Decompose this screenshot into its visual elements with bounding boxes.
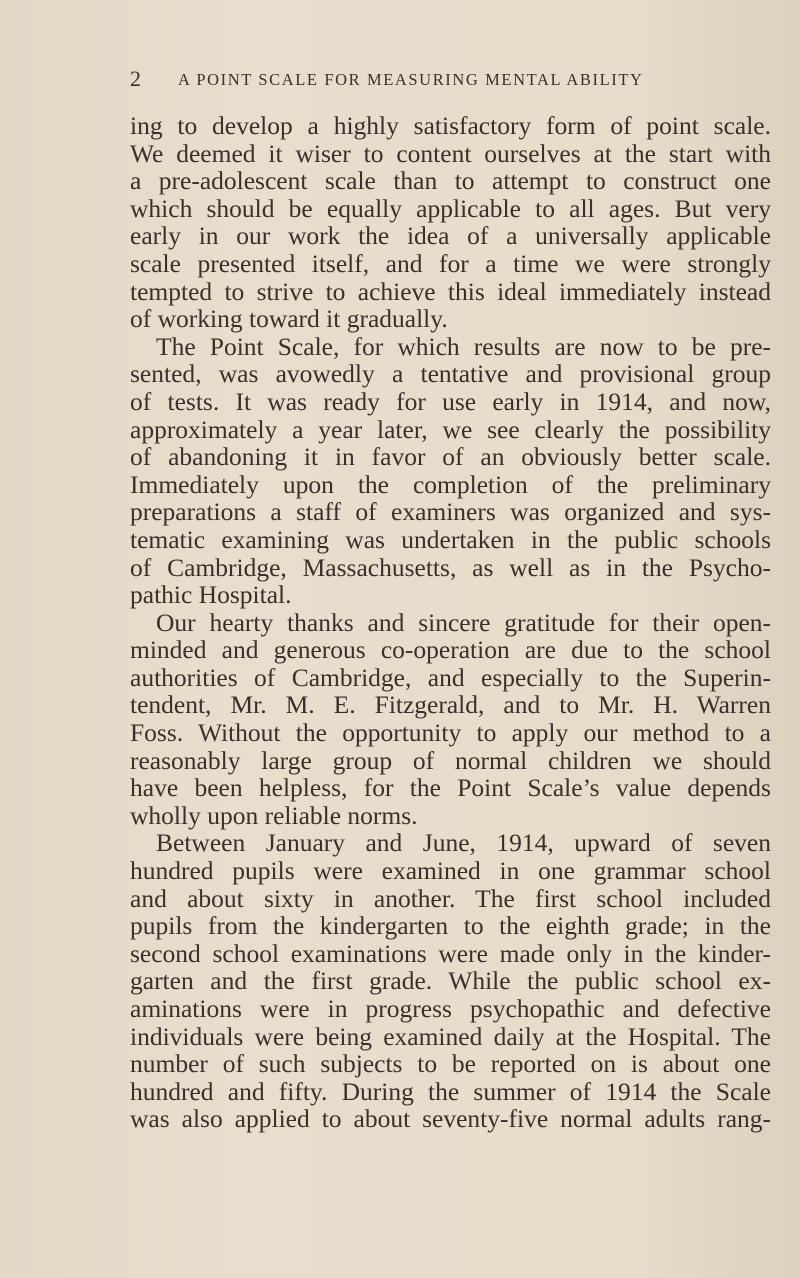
running-title: A POINT SCALE FOR MEASURING MENTAL ABILITY [178, 70, 644, 89]
text-line: hundred and fifty. During the summer of 1914 the Scale [130, 1076, 771, 1106]
text-line: was also applied to about seventy-five normal adults rang- [130, 1104, 771, 1134]
text-line: Immediately upon the completion of the preliminary [130, 469, 771, 499]
paragraph [130, 609, 771, 830]
text-line: Between January and June, 1914, upward of seven [156, 828, 771, 858]
text-line: and about sixty in another. The first school included [130, 883, 771, 913]
text-line: ing to develop a highly satisfactory form of point scale. [130, 111, 771, 140]
running-header [130, 66, 770, 96]
text-line: early in our work the idea of a universally applicable [130, 221, 771, 251]
text-line: hundred pupils were examined in one grammar school [130, 856, 771, 886]
text-line: wholly upon reliable norms. [130, 800, 418, 830]
text-line: of Cambridge, Massachusetts, as well as in the Psycho- [130, 552, 771, 582]
body-text [130, 112, 771, 1133]
text-line: of abandoning it in favor of an obviously better scale. [130, 442, 771, 472]
text-line: Foss. Without the opportunity to apply our method to a [130, 718, 771, 748]
paragraph [130, 333, 771, 609]
text-line: reasonably large group of normal children we should [130, 745, 771, 775]
text-line: authorities of Cambridge, and especially to the Superin- [130, 662, 771, 692]
text-line: which should be equally applicable to all ages. But very [130, 193, 771, 223]
text-line: tempted to strive to achieve this ideal immediately instead [130, 276, 771, 306]
paragraph [130, 829, 771, 1133]
text-line: pathic Hospital. [130, 580, 292, 610]
paragraph [130, 112, 771, 333]
text-line: tendent, Mr. M. E. Fitzgerald, and to Mr. H. Warren [130, 690, 771, 720]
text-line: sented, was avowedly a tentative and provisional group [130, 359, 771, 389]
text-line: The Point Scale, for which results are now to be pre- [156, 331, 771, 361]
text-line: We deemed it wiser to content ourselves at the start with [130, 138, 771, 168]
page-number: 2 [130, 66, 141, 91]
text-line: approximately a year later, we see clearly the possibility [130, 414, 771, 444]
text-line: number of such subjects to be reported on is about one [130, 1049, 771, 1079]
text-line: individuals were being examined daily at the Hospital. The [130, 1021, 771, 1051]
text-line: of tests. It was ready for use early in 1914, and now, [130, 386, 771, 416]
text-line: pupils from the kindergarten to the eighth grade; in the [130, 911, 771, 941]
text-line: Our hearty thanks and sincere gratitude for their open- [156, 607, 771, 637]
text-line: minded and generous co-operation are due to the school [130, 635, 771, 665]
text-line: preparations a staff of examiners was organized and sys- [130, 497, 771, 527]
text-line: aminations were in progress psychopathic and defective [130, 994, 771, 1023]
text-line: garten and the first grade. While the public school ex- [130, 966, 771, 996]
text-line: scale presented itself, and for a time we were strongly [130, 248, 771, 278]
text-line: tematic examining was undertaken in the public schools [130, 524, 771, 554]
text-line: a pre-adolescent scale than to attempt to construct one [130, 166, 771, 196]
text-line: have been helpless, for the Point Scale’s value depends [130, 773, 771, 803]
text-line: second school examinations were made only in the kinder- [130, 938, 771, 968]
text-line: of working toward it gradually. [130, 304, 448, 334]
